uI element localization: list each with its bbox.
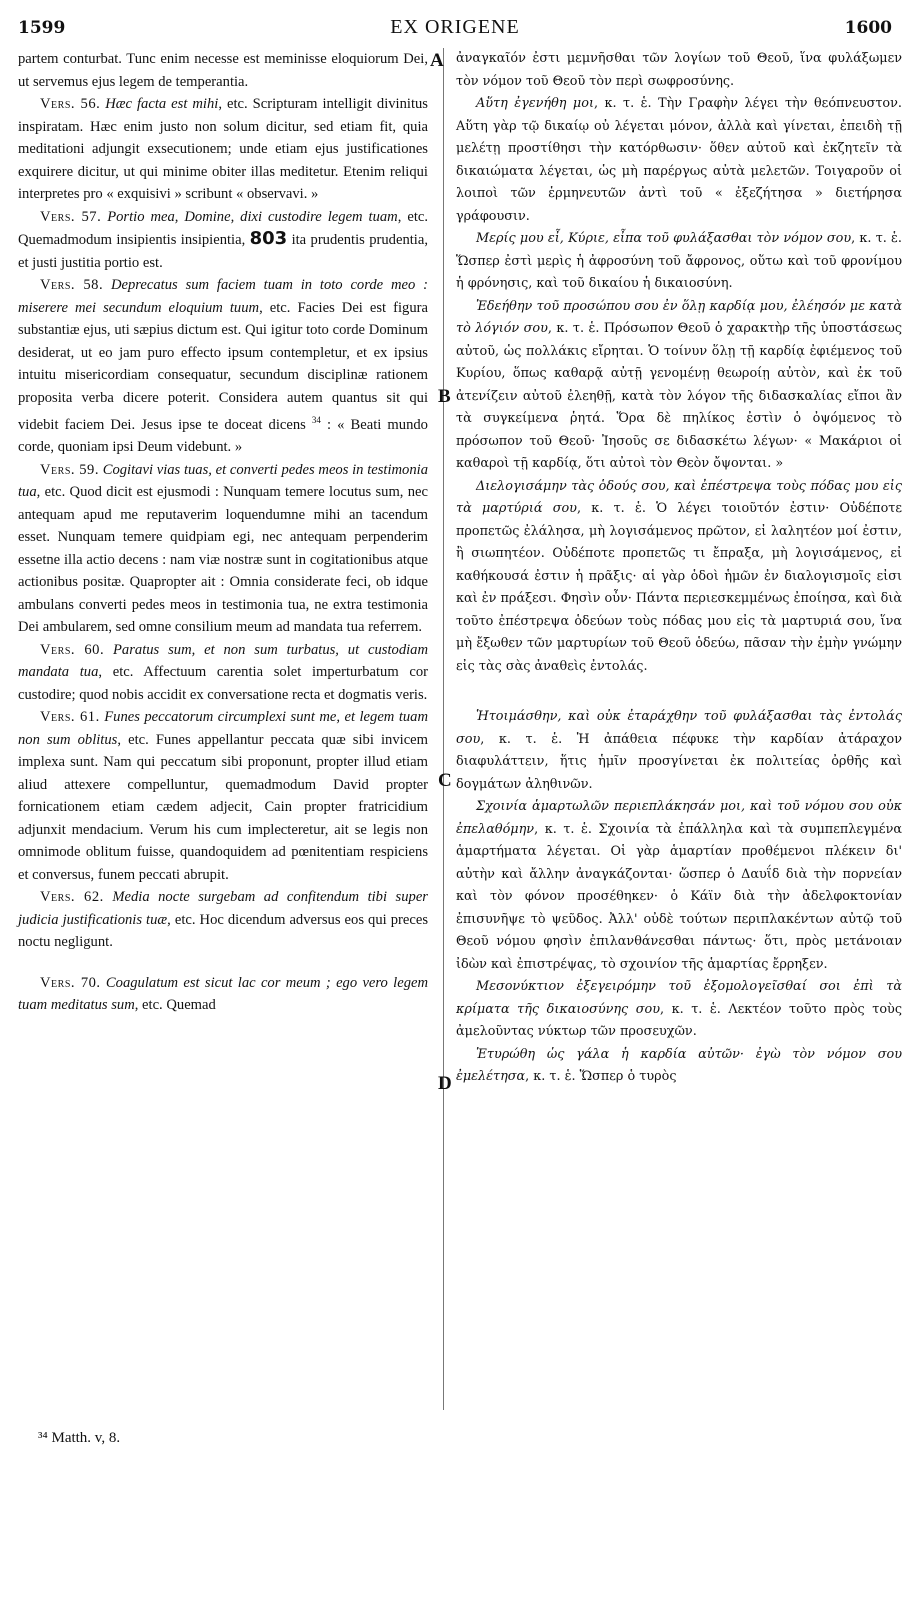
verse-lemma: Σχοινία ἁμαρτωλῶν περιεπλάκησάν μοι, καὶ τοῦ νόμου σου οὐκ ἐπελαθόμην (456, 799, 902, 837)
commentary-text: : « Beati mundo corde, quoniam ipsi Deum videbunt. » (18, 416, 428, 456)
margin-marker-c: C (438, 770, 452, 791)
commentary-text: , etc. Quemad (134, 997, 216, 1014)
commentary-text: , κ. τ. ἑ. Ὥσπερ ὁ τυρὸς (525, 1069, 677, 1084)
running-header (12, 14, 898, 42)
commentary-text: , κ. τ. ἑ. Ὥσπερ ἐστὶ μερὶς ἡ ἀφροσύνη τοῦ ἄφρονος, οὕτω καὶ τοῦ φρονίμου ἡ φρόνησις, καὶ τοῦ δικαίου ἡ δικαιοσύνη. (456, 231, 902, 291)
latin-paragraph (18, 886, 428, 954)
verse-lemma: Ἐδεήθην τοῦ προσώπου σου ἐν ὅλῃ καρδίᾳ μου, ἐλέησόν με κατὰ τὸ λόγιόν σου (456, 298, 902, 336)
verse-lemma: Ἐτυρώθη ὡς γάλα ἡ καρδία αὐτῶν· ἐγὼ τὸν νόμον σου ἐμελέτησα (456, 1046, 902, 1084)
greek-paragraph: ἀναγκαῖόν ἐστι μεμνῆσθαι τῶν λογίων τοῦ Θεοῦ, ἵνα φυλάξωμεν τὸν νόμον τοῦ Θεοῦ τὸν περὶ σωφροσύνης. (456, 51, 902, 89)
greek-column (456, 48, 902, 1089)
verse-label: Vers. 59. (40, 461, 99, 478)
verse-lemma: Cogitavi vias tuas, et converti pedes meos in testimonia tua (18, 461, 428, 501)
commentary-text: ita prudentis prudentia, et justi justitia portio est. (18, 232, 428, 271)
verse-lemma: Paratus sum, et non sum turbatus, ut custodiam mandata tua (18, 641, 429, 681)
latin-paragraph (18, 459, 428, 639)
margin-marker-b: B (438, 386, 451, 407)
latin-paragraph (18, 206, 428, 275)
verse-lemma: Αὕτη ἐγενήθη μοι (476, 96, 594, 111)
commentary-text: , etc. Scripturam intelligit divinitus inspiratam. Hæc enim justo non solum dicitur, sed etiam fit, quia meditationi adjungit exsecutionem; unde etiam ejus justificationes exquirere dicitur, ut qui minime obiter illas meditetur. Etenim reliqui interpretes pro « exquisivi » scribunt « observavi. » (18, 96, 428, 202)
latin-paragraph (18, 639, 428, 707)
greek-paragraph (456, 706, 902, 796)
commentary-text: , κ. τ. ἑ. Ὁ λέγει τοιοῦτόν ἐστιν· Οὐδέποτε προπετῶς ἐλάλησα, μὴ λογισάμενος πρῶτον, εἰ λαλητέον μοί ἐστιν, ἢ σιωπητέον. Οὐδέποτε προπετῶς τι ἔπραξα, μὴ λογισάμενος, εἰ καθήκουσά ἐστιν ἡ πρᾶξις· αἱ γὰρ ὁδοὶ ἡμῶν ἐν διαλογισμοῖς εἰσι καὶ ἐν πράξεσι. Φησὶν οὖν· Πάντα περιεσκεμμένως ἐποίησα, καὶ διὰ τοῦτο ἐπέστρεψα ὁδεύων τοὺς πόδας μου εἰς τὰ μαρτυριά σου, ἵνα μὴ ἔξωθεν τῶν μαρτυρίων τοῦ Θεοῦ ὁδεύω, πᾶσαν τὴν ἐμὴν γνώμην εἰς τὰς σὰς ἀναθεὶς ἐντολάς. (456, 501, 902, 674)
commentary-text: , etc. Funes appellantur peccata quæ sibi invicem implexa sunt. Nam qui peccatum sibi proponunt, propter illud etiam aliud attexere compelluntur, quemadmodum David propter fornicationem etiam cædem adjecit, Cain propter fratricidium adjunxit mendacium. Verum his cum implecteretur, ait se legis non omnimode oblitum fuisse, quandoquidem ad pœnitentiam respiciens et conversus, funem peccati abrupit. (18, 731, 428, 883)
verse-label: Vers. 57. (40, 208, 102, 225)
running-title: EX ORIGENE (390, 16, 520, 38)
commentary-text: , κ. τ. ἑ. Λεκτέον τοῦτο πρὸς τοὺς ἀμελοῦντας νύκτωρ τῶν προσευχῶν. (456, 1001, 902, 1039)
verse-label: Vers. 70. (40, 974, 101, 991)
paragraph-gap (18, 954, 428, 972)
commentary-text: , κ. τ. ἑ. Σχοινία τὰ ἐπάλληλα καὶ τὰ συμπεπλεγμένα ἁμαρτήματα λέγεται. Οἱ γὰρ ἁμαρτίαν προθέμενοι πλέκειν δι' αὐτὴν καὶ ἄλλην ἀναγκάζονται· ὥσπερ ὁ Δαυΐδ διὰ τὴν πορνείαν καὶ τὸν φόνον προσέθηκεν· ὁ Κάϊν διὰ τὴν ἀδελφοκτονίαν ἐπισυνῆψε τὸ ψεῦδος. Ἀλλ' οὐδὲ τούτων περιπλακέντων αὐτῷ τοῦ Θεοῦ νόμου φησὶν ἐπιλανθάνεσθαι πάντως· ὅτι, πρὸς μετάνοιαν ἰδὼν καὶ ἐπιστρέψας, τὸ σχοινίον τῆς ἁμαρτίας ἔρρηξεν. (456, 821, 902, 972)
verse-lemma: Διελογισάμην τὰς ὁδούς σου, καὶ ἐπέστρεψα τοὺς πόδας μου εἰς τὰ μαρτύριά σου (456, 478, 902, 516)
greek-paragraph (456, 796, 902, 976)
verse-lemma: Μεσονύκτιον ἐξεγειρόμην τοῦ ἐξομολογεῖσθαί σοι ἐπὶ τὰ κρίματα τῆς δικαιοσύνης σου (456, 979, 902, 1017)
verse-lemma: Hæc facta est mihi (105, 96, 219, 112)
greek-paragraph (456, 1044, 902, 1089)
latin-paragraph (18, 706, 428, 886)
commentary-text: , etc. Quod dicit est ejusmodi : Nunquam temere locutus sum, nec antequam apud me reputaverim loquendumne mihi an tacendum esset. Nunquam temere quidpiam egi, nec antequam perpenderim essetne illa actio decens : nam viæ nostræ sunt in cogitationibus atque actionibus positæ. Quapropter ait : Omnia considerate feci, ob idque ambulans converti pedes meos in testimonia tua, ne extra testimonia Dei ambularem, sed omne consilium meum ad mandata tua referrem. (18, 484, 428, 636)
commentary-text: , etc. Affectuum carentia solet imperturbatum cor custodire; quod nobis accidit ex conversatione recta et dogmatis veris. (18, 664, 428, 703)
verse-lemma: Μερίς μου εἶ, Κύριε, εἶπα τοῦ φυλάξασθαι τὸν νόμον σου (476, 231, 852, 246)
verse-lemma: Coagulatum est sicut lac cor meum ; ego vero legem tuam meditatus sum (18, 974, 429, 1014)
latin-paragraph (18, 93, 428, 206)
verse-label: Vers. 61. (40, 709, 100, 726)
verse-label: Vers. 56. (40, 96, 101, 112)
latin-column (18, 48, 428, 1017)
greek-paragraph (456, 93, 902, 228)
footnote: ³⁴ Matth. v, 8. (38, 1430, 121, 1446)
commentary-text: , κ. τ. ἑ. Τὴν Γραφὴν λέγει τὴν θεόπνευστον. Αὕτη γὰρ τῷ δικαίῳ οὐ λέγεται μόνον, ἀλλὰ καὶ γίνεται, ἐπειδὴ τῇ μελέτῃ προστίθησι τὴν κατόρθωσιν· ὅθεν αὐτοῦ καὶ ἐκζητεῖν τὰ δικαιώματα λέγεται, ὡς μὴ παρέργως αὐτὰ μελετῶν. Τοιγαροῦν οἱ λοιποὶ τῶν ἑρμηνευτῶν ἀντὶ τοῦ « ἐξεζήτησα » διετήρησα γράφουσιν. (456, 96, 902, 224)
commentary-text: , etc. Facies Dei est figura substantiæ ejus, uti sæpius dictum est. Qui igitur toto corde Dominum desiderat, ut eo jam puro effecto ipsum contempletur, et ex ipsius intuitu misericordiam consequatur, secundum disciplinæ rationem proposita verba dicere poterit. Considera autem quantus sit qui videbit faciem Dei. Jesus ipse te doceat dicens (18, 299, 428, 433)
verse-lemma: Deprecatus sum faciem tuam in toto corde meo : miserere mei secundum eloquium tuum (18, 277, 428, 316)
column-number: 803 (249, 228, 288, 249)
greek-paragraph (456, 228, 902, 296)
greek-paragraph (456, 476, 902, 679)
commentary-text: , etc. Hoc dicendum adversus eos qui preces noctu negligunt. (18, 911, 428, 951)
margin-marker-a: A (430, 50, 444, 71)
latin-paragraph (18, 274, 428, 459)
verse-lemma: Portio mea, Domine, dixi custodire legem tuam (107, 208, 398, 225)
greek-paragraph (456, 296, 902, 476)
commentary-text: , etc. Quemadmodum insipientis insipientia, (18, 208, 428, 248)
right-page-number: 1600 (844, 18, 892, 38)
footnote-ref: 34 (311, 415, 321, 425)
paragraph-gap (456, 678, 902, 706)
left-page-number: 1599 (18, 18, 66, 38)
margin-marker-d: D (438, 1073, 452, 1094)
verse-lemma: Funes peccatorum circumplexi sunt me, et legem tuam non sum oblitus (18, 709, 429, 748)
greek-paragraph (456, 976, 902, 1044)
verse-label: Vers. 58. (40, 277, 104, 293)
column-divider (443, 48, 444, 1410)
latin-paragraph: partem conturbat. Tunc enim necesse est meminisse eloquiorum Dei, ut servemus ejus legem de temperantia. (18, 51, 428, 90)
verse-label: Vers. 62. (40, 889, 104, 906)
verse-lemma: Media nocte surgebam ad confitendum tibi super judicia justificationis tuæ (18, 889, 428, 928)
verse-label: Vers. 60. (40, 641, 105, 658)
latin-paragraph (18, 972, 428, 1017)
verse-lemma: Ἡτοιμάσθην, καὶ οὐκ ἐταράχθην τοῦ φυλάξασθαι τὰς ἐντολάς σου (456, 709, 902, 747)
commentary-text: , κ. τ. ἑ. Ἡ ἀπάθεια πέφυκε τὴν καρδίαν ἀτάραχον διαφυλάττειν, ἥτις ἡμῖν προσγίνεται ἐκ πολιτείας ὀρθῆς καὶ δογμάτων ἀληθινῶν. (456, 731, 902, 792)
commentary-text: , κ. τ. ἑ. Πρόσωπον Θεοῦ ὁ χαρακτὴρ τῆς ὑποστάσεως αὐτοῦ, ὡς πολλάκις εἴρηται. Ὁ τοίνυν ὅλῃ τῇ καρδίᾳ ἐφιέμενος τοῦ Κυρίου, ὅπως καθαρᾷ αὐτῇ γενομένῃ θεωροίῃ αὐτὸν, καὶ ἐκ τοῦ ἀτενίζειν αὐτοῦ ἐλεηθῇ, κατὰ τὸν λόγον τῆς διδασκαλίας εἴποι ἂν τὰ συγκείμενα ῥητά. Ὅρα δὲ πηλίκος ἐστὶν ὁ ὀψόμενος τὸ πρόσωπον τοῦ Θεοῦ· Ἰησοῦς σε διδασκέτω λέγων· « Μακάριοι οἱ καθαροὶ τῇ καρδίᾳ, ὅτι αὐτοὶ τὸν Θεὸν ὄψονται. » (456, 321, 902, 471)
